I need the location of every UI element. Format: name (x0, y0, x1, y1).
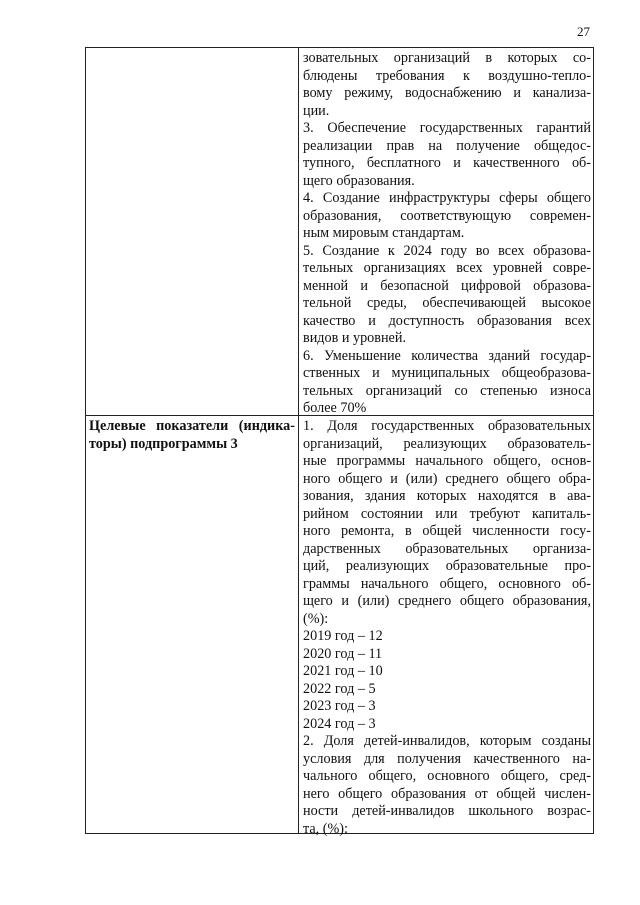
text-line: та, (%): (303, 820, 348, 837)
year-value-line: 2019 год – 12 (303, 628, 383, 644)
year-value-line: 2023 год – 3 (303, 698, 376, 714)
label-line: торы) подпрограммы 3 (89, 435, 238, 452)
text-line: дарственных образовательных организа- (303, 540, 591, 557)
text-line: 2. Доля детей-инвалидов, которым созданы (303, 733, 591, 749)
text-line: ные программы начального общего, основ- (303, 453, 591, 469)
text-line: зовательных организаций в которых со- (303, 50, 591, 66)
text-line: видов и уровней. (303, 330, 406, 346)
text-line: тельной среды, обеспечивающей высокое (303, 295, 591, 311)
tasks-cell (299, 48, 594, 415)
text-line: ции. (303, 102, 330, 119)
text-line: граммы начального общего, основного об- (303, 575, 591, 592)
text-line: 5. Создание к 2024 году во всех образова- (303, 242, 591, 259)
page-number: 27 (577, 24, 590, 39)
text-line: менной и безопасной цифровой образова- (303, 277, 591, 294)
text-line: щего образования. (303, 172, 415, 189)
text-line: ственных и муниципальных общеобразова- (303, 365, 591, 381)
text-line: 1. Доля государственных образовательных (303, 418, 591, 434)
text-line: зования, здания которых находятся в ава- (303, 488, 591, 504)
text-line: ности детей-инвалидов школьного возрас- (303, 803, 591, 819)
text-line: блюдены требования к воздушно-тепло- (303, 67, 591, 84)
indicators-cell (299, 416, 594, 837)
text-line: более 70% (303, 400, 367, 416)
text-line: организаций, реализующих образователь- (303, 435, 591, 452)
year-value-line: 2020 год – 11 (303, 645, 383, 662)
label-line: Целевые показатели (индика- (89, 418, 295, 434)
text-line: щего и (или) среднего общего образования, (303, 593, 591, 609)
year-value-line: 2022 год – 5 (303, 680, 376, 697)
text-line: (%): (303, 610, 329, 627)
text-line: образования, соответствующую современ- (303, 207, 591, 224)
text-line: ного ремонта, в общей численности госу- (303, 523, 591, 539)
text-line: реализации прав на получение общедос- (303, 137, 591, 154)
text-line: вому режиму, водоснабжению и канализа- (303, 85, 591, 101)
text-line: 3. Обеспечение государственных гарантий (303, 120, 591, 136)
year-value-line: 2024 год – 3 (303, 715, 376, 732)
text-line: 4. Создание инфраструктуры сферы общего (303, 190, 591, 206)
text-line: 6. Уменьшение количества зданий государ- (303, 347, 591, 364)
text-line: чального общего, основного общего, сред- (303, 768, 591, 784)
text-line: ций, реализующих образовательные про- (303, 558, 591, 574)
text-line: качество и доступность образования всех (303, 312, 591, 329)
text-line: тельных организациях всех уровней совре- (303, 260, 591, 276)
text-line: ным мировым стандартам. (303, 225, 465, 241)
text-line: тельных организаций со степенью износа (303, 382, 591, 399)
program-table (85, 47, 594, 837)
year-value-line: 2021 год – 10 (303, 663, 383, 679)
text-line: него общего образования от общей числен- (303, 785, 591, 802)
indicators-label-cell (86, 416, 298, 453)
text-line: тупного, бесплатного и качественного об- (303, 155, 591, 171)
text-line: условия для получения качественного на- (303, 750, 591, 767)
text-line: ного общего и (или) среднего общего обра- (303, 470, 591, 487)
text-line: рийном состоянии или требуют капиталь- (303, 505, 591, 522)
